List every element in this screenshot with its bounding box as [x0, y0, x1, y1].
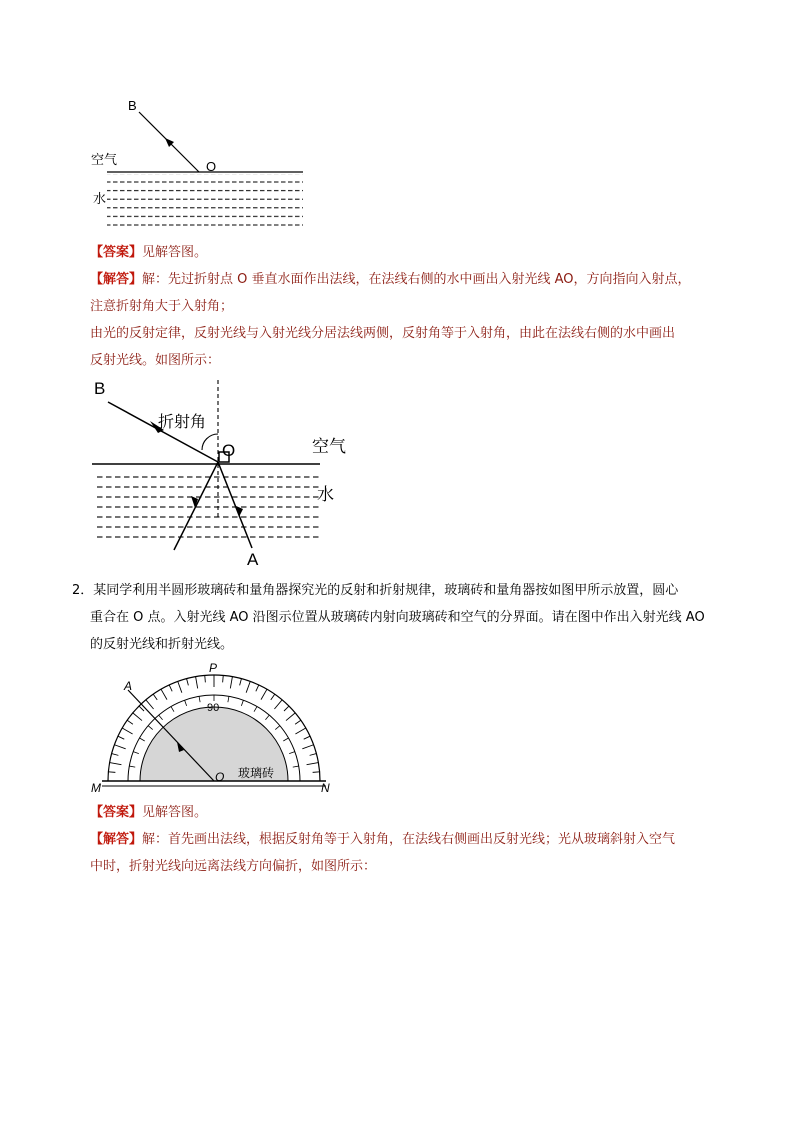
- label-B: B: [94, 379, 106, 398]
- solution-2-line2: 中时，折射光线向远离法线方向偏折，如图所示：: [90, 859, 377, 874]
- tick-mark: [196, 677, 198, 689]
- ray-BO: [108, 402, 218, 462]
- inner-tick-mark: [254, 707, 257, 712]
- tick-mark: [122, 728, 132, 734]
- solution-2-line1: 【解答】解：首先画出法线，根据反射角等于入射角，在法线右侧画出反射光线；光从玻璃斜射入空气: [90, 832, 676, 847]
- question-2-line1: 2．某同学利用半圆形玻璃砖和量角器探究光的反射和折射规律，玻璃砖和量角器按如图甲所示放置，圆心: [72, 583, 679, 598]
- question-2-line2: 重合在 O 点。入射光线 AO 沿图示位置从玻璃砖内射向玻璃砖和空气的分界面。请在图中作出入射光线 AO: [90, 610, 705, 625]
- inner-tick-mark: [140, 738, 145, 741]
- tick-mark: [169, 685, 172, 691]
- label-A: A: [247, 550, 259, 569]
- solution-tag: 【解答】: [90, 832, 143, 847]
- tick-mark: [230, 677, 232, 689]
- answer-text: 见解答图。: [142, 805, 208, 820]
- inner-tick-mark: [241, 700, 243, 706]
- tick-mark: [256, 685, 259, 691]
- figure-refraction-answer: [88, 372, 358, 572]
- label-water: 水: [93, 191, 107, 206]
- answer-tag: 【答案】: [90, 805, 143, 820]
- question-number: 2．: [72, 583, 94, 598]
- inner-tick-mark: [133, 752, 139, 754]
- solution-1-line2: 注意折射角大于入射角；: [90, 299, 234, 314]
- tick-mark: [261, 689, 267, 699]
- inner-tick-mark: [159, 715, 163, 720]
- answer-tag: 【答案】: [90, 245, 143, 260]
- tick-mark: [133, 713, 142, 721]
- tick-mark: [114, 745, 125, 749]
- inner-tick-mark: [289, 752, 295, 754]
- figure-protractor-glass: [88, 660, 340, 798]
- inner-tick-mark: [171, 707, 174, 712]
- tick-mark: [178, 681, 182, 692]
- inner-tick-mark: [228, 696, 229, 702]
- inner-tick-mark: [148, 726, 153, 730]
- inner-tick-mark: [199, 696, 200, 702]
- label-P: P: [209, 661, 218, 675]
- label-air: 空气: [91, 152, 118, 167]
- water-body: [107, 174, 303, 230]
- tick-mark: [240, 679, 242, 686]
- tick-mark: [295, 720, 301, 724]
- angle-arc: [202, 434, 218, 450]
- solution-1-line3: 由光的反射定律，反射光线与入射光线分居法线两侧，反射角等于入射角，由此在法线右侧的水中画出: [90, 326, 676, 341]
- label-air: 空气: [312, 437, 346, 456]
- tick-mark: [295, 728, 305, 734]
- label-water: 水: [317, 485, 334, 504]
- answer-1: [90, 240, 207, 266]
- label-O: O: [222, 441, 236, 460]
- tick-mark: [118, 736, 124, 739]
- label-M: M: [91, 781, 101, 795]
- inner-tick-mark: [275, 726, 280, 730]
- tick-mark: [310, 754, 317, 756]
- inner-tick-mark: [283, 738, 288, 741]
- tick-mark: [127, 720, 133, 724]
- tick-mark: [307, 763, 319, 765]
- inner-tick-mark: [265, 715, 269, 720]
- tick-mark: [187, 679, 189, 686]
- inner-tick-mark: [293, 766, 299, 767]
- water-body: [94, 469, 319, 541]
- tick-mark: [284, 706, 289, 711]
- tick-mark: [146, 700, 154, 709]
- tick-mark: [161, 689, 167, 699]
- tick-mark: [302, 745, 313, 749]
- answer-2: [90, 800, 207, 826]
- figure-air-water-incident: [85, 92, 310, 234]
- label-B: B: [128, 98, 137, 113]
- label-refraction-angle: 折射角: [158, 414, 207, 431]
- tick-mark: [274, 700, 282, 709]
- label-90: 90: [207, 702, 220, 714]
- solution-1-line1: 【解答】解：先过折射点 O 垂直水面作出法线，在法线右侧的水中画出入射光线 AO，方向指向入射点，: [90, 272, 691, 287]
- tick-mark: [313, 772, 320, 773]
- tick-mark: [304, 736, 310, 739]
- tick-mark: [153, 694, 157, 700]
- label-O: O: [206, 159, 217, 174]
- tick-mark: [110, 763, 122, 765]
- tick-mark: [286, 713, 295, 721]
- label-A: A: [124, 679, 133, 693]
- label-glass: 玻璃砖: [238, 766, 275, 780]
- inner-tick-mark: [129, 766, 135, 767]
- solution-tag: 【解答】: [90, 272, 143, 287]
- question-2-line3: 的反射光线和折射光线。: [90, 637, 234, 652]
- tick-mark: [223, 675, 224, 682]
- tick-mark: [205, 675, 206, 682]
- solution-1-line4: 反射光线。如图所示：: [90, 353, 221, 368]
- label-N: N: [321, 781, 330, 795]
- tick-mark: [108, 772, 115, 773]
- tick-mark: [246, 681, 250, 692]
- tick-mark: [271, 694, 275, 700]
- label-O: O: [215, 770, 225, 784]
- tick-mark: [112, 754, 119, 756]
- inner-tick-mark: [185, 700, 187, 706]
- answer-text: 见解答图。: [142, 245, 208, 260]
